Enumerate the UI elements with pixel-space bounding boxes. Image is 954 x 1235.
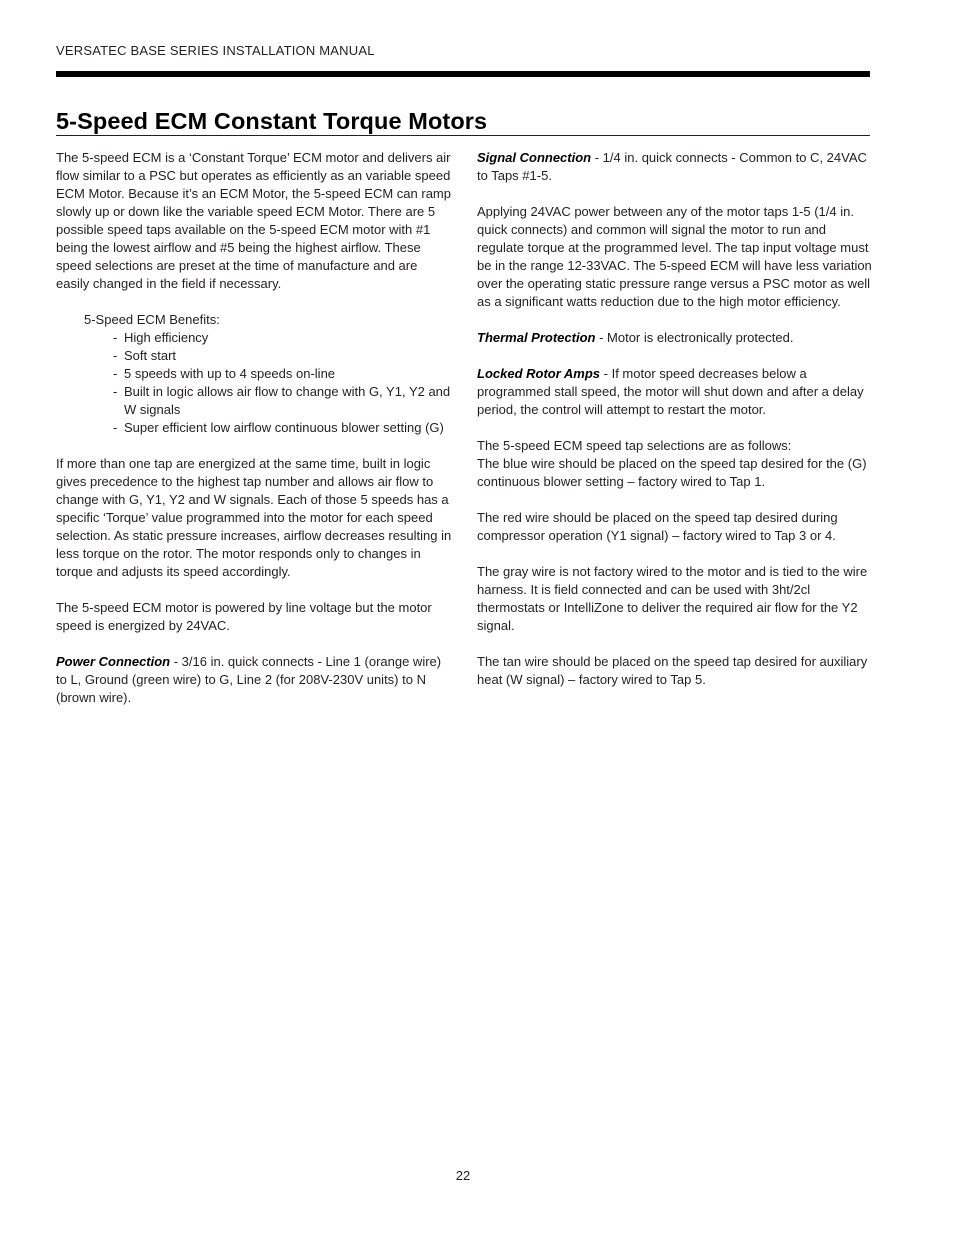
gray-wire-paragraph: The gray wire is not factory wired to the motor and is tied to the wire harness. It is field connected and can be used with 3ht/2cl thermostats or IntelliZone to deliver the required air flow for the Y2 signal. xyxy=(477,564,868,633)
benefits-block xyxy=(84,311,454,437)
page-number: 22 xyxy=(455,1168,471,1183)
list-item: - Soft start xyxy=(84,347,454,365)
benefits-heading: 5-Speed ECM Benefits: xyxy=(84,312,220,327)
list-item: - High efficiency xyxy=(84,329,454,347)
locked-rotor-paragraph xyxy=(477,365,873,419)
taps-paragraph: If more than one tap are energized at the same time, built in logic gives precedence to the highest tap number and allows air flow to change with G, Y1, Y2 and W signals. Each of those 5 speeds has a specific ‘Torque’ value programmed into the motor for each speed selection. As static pressure increases, airflow decreases resulting in less torque on the rotor. The motor responds only to changes in torque and adjusts its speed accordingly. xyxy=(56,456,452,579)
list-item: - Super efficient low airflow continuous blower setting (G) xyxy=(84,419,454,437)
thermal-protection-text: - Motor is electronically protected. xyxy=(595,330,794,345)
signal-connection-lead: Signal Connection xyxy=(477,150,592,165)
title-rule xyxy=(56,135,870,136)
applying-paragraph: Applying 24VAC power between any of the motor taps 1-5 (1/4 in. quick connects) and common will signal the motor to run and regulate torque at the programmed level. The tap input voltage must be in the range 12-33VAC. The 5-speed ECM will have less variation over the operating static pressure range versus a PSC motor as well as a significant watts reduction due to the high motor efficiency. xyxy=(477,204,872,309)
thermal-protection-paragraph xyxy=(477,329,873,347)
signal-connection-paragraph xyxy=(477,149,873,185)
thermal-protection-lead: Thermal Protection xyxy=(477,330,596,345)
tap-selections-intro: The 5-speed ECM speed tap selections are as follows: xyxy=(477,438,792,453)
running-head: VERSATEC BASE SERIES INSTALLATION MANUAL xyxy=(56,43,375,58)
power-connection-lead: Power Connection xyxy=(56,654,171,669)
tan-wire-paragraph: The tan wire should be placed on the speed tap desired for auxiliary heat (W signal) – factory wired to Tap 5. xyxy=(477,654,868,687)
list-item: - 5 speeds with up to 4 speeds on-line xyxy=(84,365,454,383)
section-title: 5-Speed ECM Constant Torque Motors xyxy=(56,108,488,134)
locked-rotor-text: - If motor speed decreases below a programmed stall speed, the motor will shut down and after a delay period, the control will attempt to restart the motor. xyxy=(477,366,864,417)
header-rule xyxy=(56,71,870,77)
red-wire-paragraph: The red wire should be placed on the speed tap desired during compressor operation (Y1 signal) – factory wired to Tap 3 or 4. xyxy=(477,510,838,543)
power-connection-paragraph xyxy=(56,653,454,707)
list-item: - Built in logic allows air flow to change with G, Y1, Y2 and W signals xyxy=(84,383,454,419)
left-column xyxy=(56,149,454,707)
power-paragraph: The 5-speed ECM motor is powered by line voltage but the motor speed is energized by 24VAC. xyxy=(56,600,432,633)
benefits-list xyxy=(84,329,454,437)
power-connection-text: - 3/16 in. quick connects - Line 1 (orange wire) to L, Ground (green wire) to G, Line 2 (for 208V-230V units) to N (brown wire). xyxy=(56,654,442,705)
intro-paragraph: The 5-speed ECM is a ‘Constant Torque’ ECM motor and delivers air flow similar to a PSC but operates as efficiently as an variable speed ECM Motor. Because it’s an ECM Motor, the 5-speed ECM can ramp slowly up or down like the variable speed ECM Motor. There are 5 possible speed taps available on the 5-speed ECM motor with #1 being the lowest airflow and #5 being the highest airflow. These speed selections are preset at the time of manufacture and are easily changed in the field if necessary. xyxy=(56,150,451,291)
locked-rotor-lead: Locked Rotor Amps xyxy=(477,366,601,381)
right-column xyxy=(477,149,873,689)
blue-wire-paragraph: The blue wire should be placed on the speed tap desired for the (G) continuous blower setting – factory wired to Tap 1. xyxy=(477,456,867,489)
signal-connection-text: - 1/4 in. quick connects - Common to C, 24VAC to Taps #1-5. xyxy=(477,150,867,183)
